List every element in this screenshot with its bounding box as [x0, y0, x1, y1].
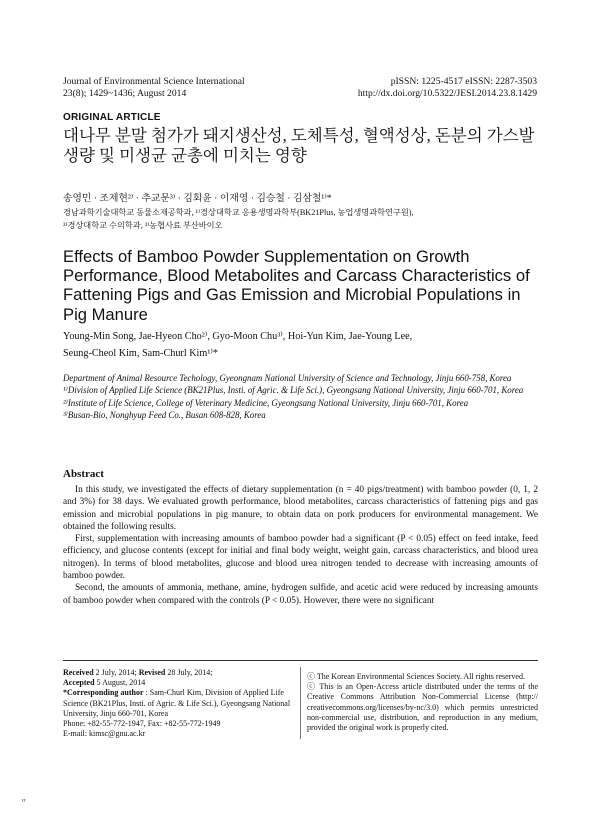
corresponding-author: *Corresponding author : Sam-Churl Kim, Division of Applied Life Science (BK21Plus, Insti. of Agric. & Life Sci.), Gyeongsang National University, Jinju 660-701, Korea	[63, 688, 291, 718]
license-notice	[307, 672, 538, 733]
footer-column-divider	[300, 667, 301, 739]
article-history	[63, 668, 295, 739]
journal-identifiers	[358, 76, 537, 100]
korean-title: 대나무 분말 첨가가 돼지생산성, 도체특성, 혈액성상, 돈분의 가스발생량 및 미생균 균총에 미치는 영향	[63, 126, 535, 165]
abstract-body	[63, 484, 538, 607]
affiliation: ²⁾Institute of Life Science, College of Veterinary Medicine, Gyeongsang National University, Jinju 660-701, Korea	[63, 397, 469, 408]
korean-affiliation-line: ²⁾경상대학교 수의학과, ³⁾농협사료 부산바이오	[63, 220, 223, 230]
article-type: ORIGINAL ARTICLE	[63, 112, 161, 123]
abstract-paragraph: In this study, we investigated the effects of dietary supplementation (n = 40 pigs/treatment) with bamboo powder (0, 1, 2 and 3%) for 38 days. We evaluated growth performance, blood metabolites, carcass characteristics of fattening pigs and gas emission and microbial populations in pig manure, to obtain data on pork producers for environmental management. We obtained the following results.	[63, 485, 538, 532]
issn: pISSN: 1225-4517 eISSN: 2287-3503	[390, 76, 537, 87]
contact-email[interactable]: E-mail: kimsc@gnu.ac.kr	[63, 729, 146, 739]
korean-affiliations	[63, 207, 543, 232]
english-affiliations	[63, 372, 538, 421]
corner-mark: 〃	[20, 797, 27, 805]
english-title: Effects of Bamboo Powder Supplementation on Growth Performance, Blood Metabolites and Carcass Characteristics of Fattening Pigs and Gas Emission and Microbial Populations in Pig Manure	[63, 247, 530, 324]
abstract-paragraph: First, supplementation with increasing amounts of bamboo powder had a significant (P < 0.05) effect on feed intake, feed efficiency, and glucose contents (except for initial and final body weight, weight gain, carcass characteristics, and blood urea nitrogen). In terms of blood metabolites, glucose and blood urea nitrogen tended to decrease with increasing amounts of bamboo powder.	[63, 534, 538, 582]
abstract-paragraph: Second, the amounts of ammonia, methane, amine, hydrogen sulfide, and acetic acid were reduced by increasing amounts of bamboo powder when compared with the controls (P < 0.05). However, there were no significant	[63, 583, 538, 606]
contact-phone: Phone: +82-55-772-1947, Fax: +82-55-772-1949	[63, 719, 221, 729]
history-line: Received 2 July, 2014; Revised 28 July, 2014;	[63, 668, 213, 677]
license-text: ⓒ This is an Open-Access article distributed under the terms of the Creative Commons Attribution Non-Commercial License (http:// creativecommons.org/licenses/by-nc/3.0) which permits unrestricted non-commercial use, distribution, and reproduction in any medium, provided the original work is properly cited.	[307, 682, 538, 733]
doi-link[interactable]: http://dx.doi.org/10.5322/JESI.2014.23.8.1429	[357, 88, 537, 99]
history-line: Accepted 5 August, 2014	[63, 678, 146, 688]
affiliation: Department of Animal Resource Techology, Gyeongnam National University of Science and Technology, Jinju 660-758, Korea	[63, 373, 512, 383]
korean-authors: 송영민 · 조제현²⁾ · 추교문³⁾ · 김회윤 · 이재영 · 김승철 · 김삼철¹⁾*	[63, 193, 332, 204]
journal-name: Journal of Environmental Science International	[63, 76, 245, 87]
english-authors-line: Seung-Cheol Kim, Sam-Churl Kim¹⁾*	[63, 348, 218, 359]
journal-info	[63, 76, 245, 100]
korean-affiliation-line: 경남과학기술대학교 동물소재공학과, ¹⁾경상대학교 응용생명과학부(BK21Plus, 농업생명과학연구원),	[63, 208, 414, 217]
copyright-line: ⓒ The Korean Environmental Sciences Society. All rights reserved.	[307, 672, 525, 681]
affiliation: ³⁾Busan-Bio, Nonghyup Feed Co., Busan 608-828, Korea	[63, 409, 266, 420]
abstract-heading: Abstract	[63, 468, 104, 480]
english-authors	[63, 328, 543, 362]
english-authors-line: Young-Min Song, Jae-Hyeon Cho²⁾, Gyo-Moon Chu³⁾, Hoi-Yun Kim, Jae-Young Lee,	[63, 331, 413, 342]
affiliation: ¹⁾Division of Applied Life Science (BK21Plus, Insti. of Agric. & Life Sci.), Gyeongsang National University, Jinju 660-701, Korea	[63, 385, 524, 396]
footer-divider	[63, 660, 538, 661]
journal-issue: 23(8); 1429~1436; August 2014	[63, 88, 187, 99]
